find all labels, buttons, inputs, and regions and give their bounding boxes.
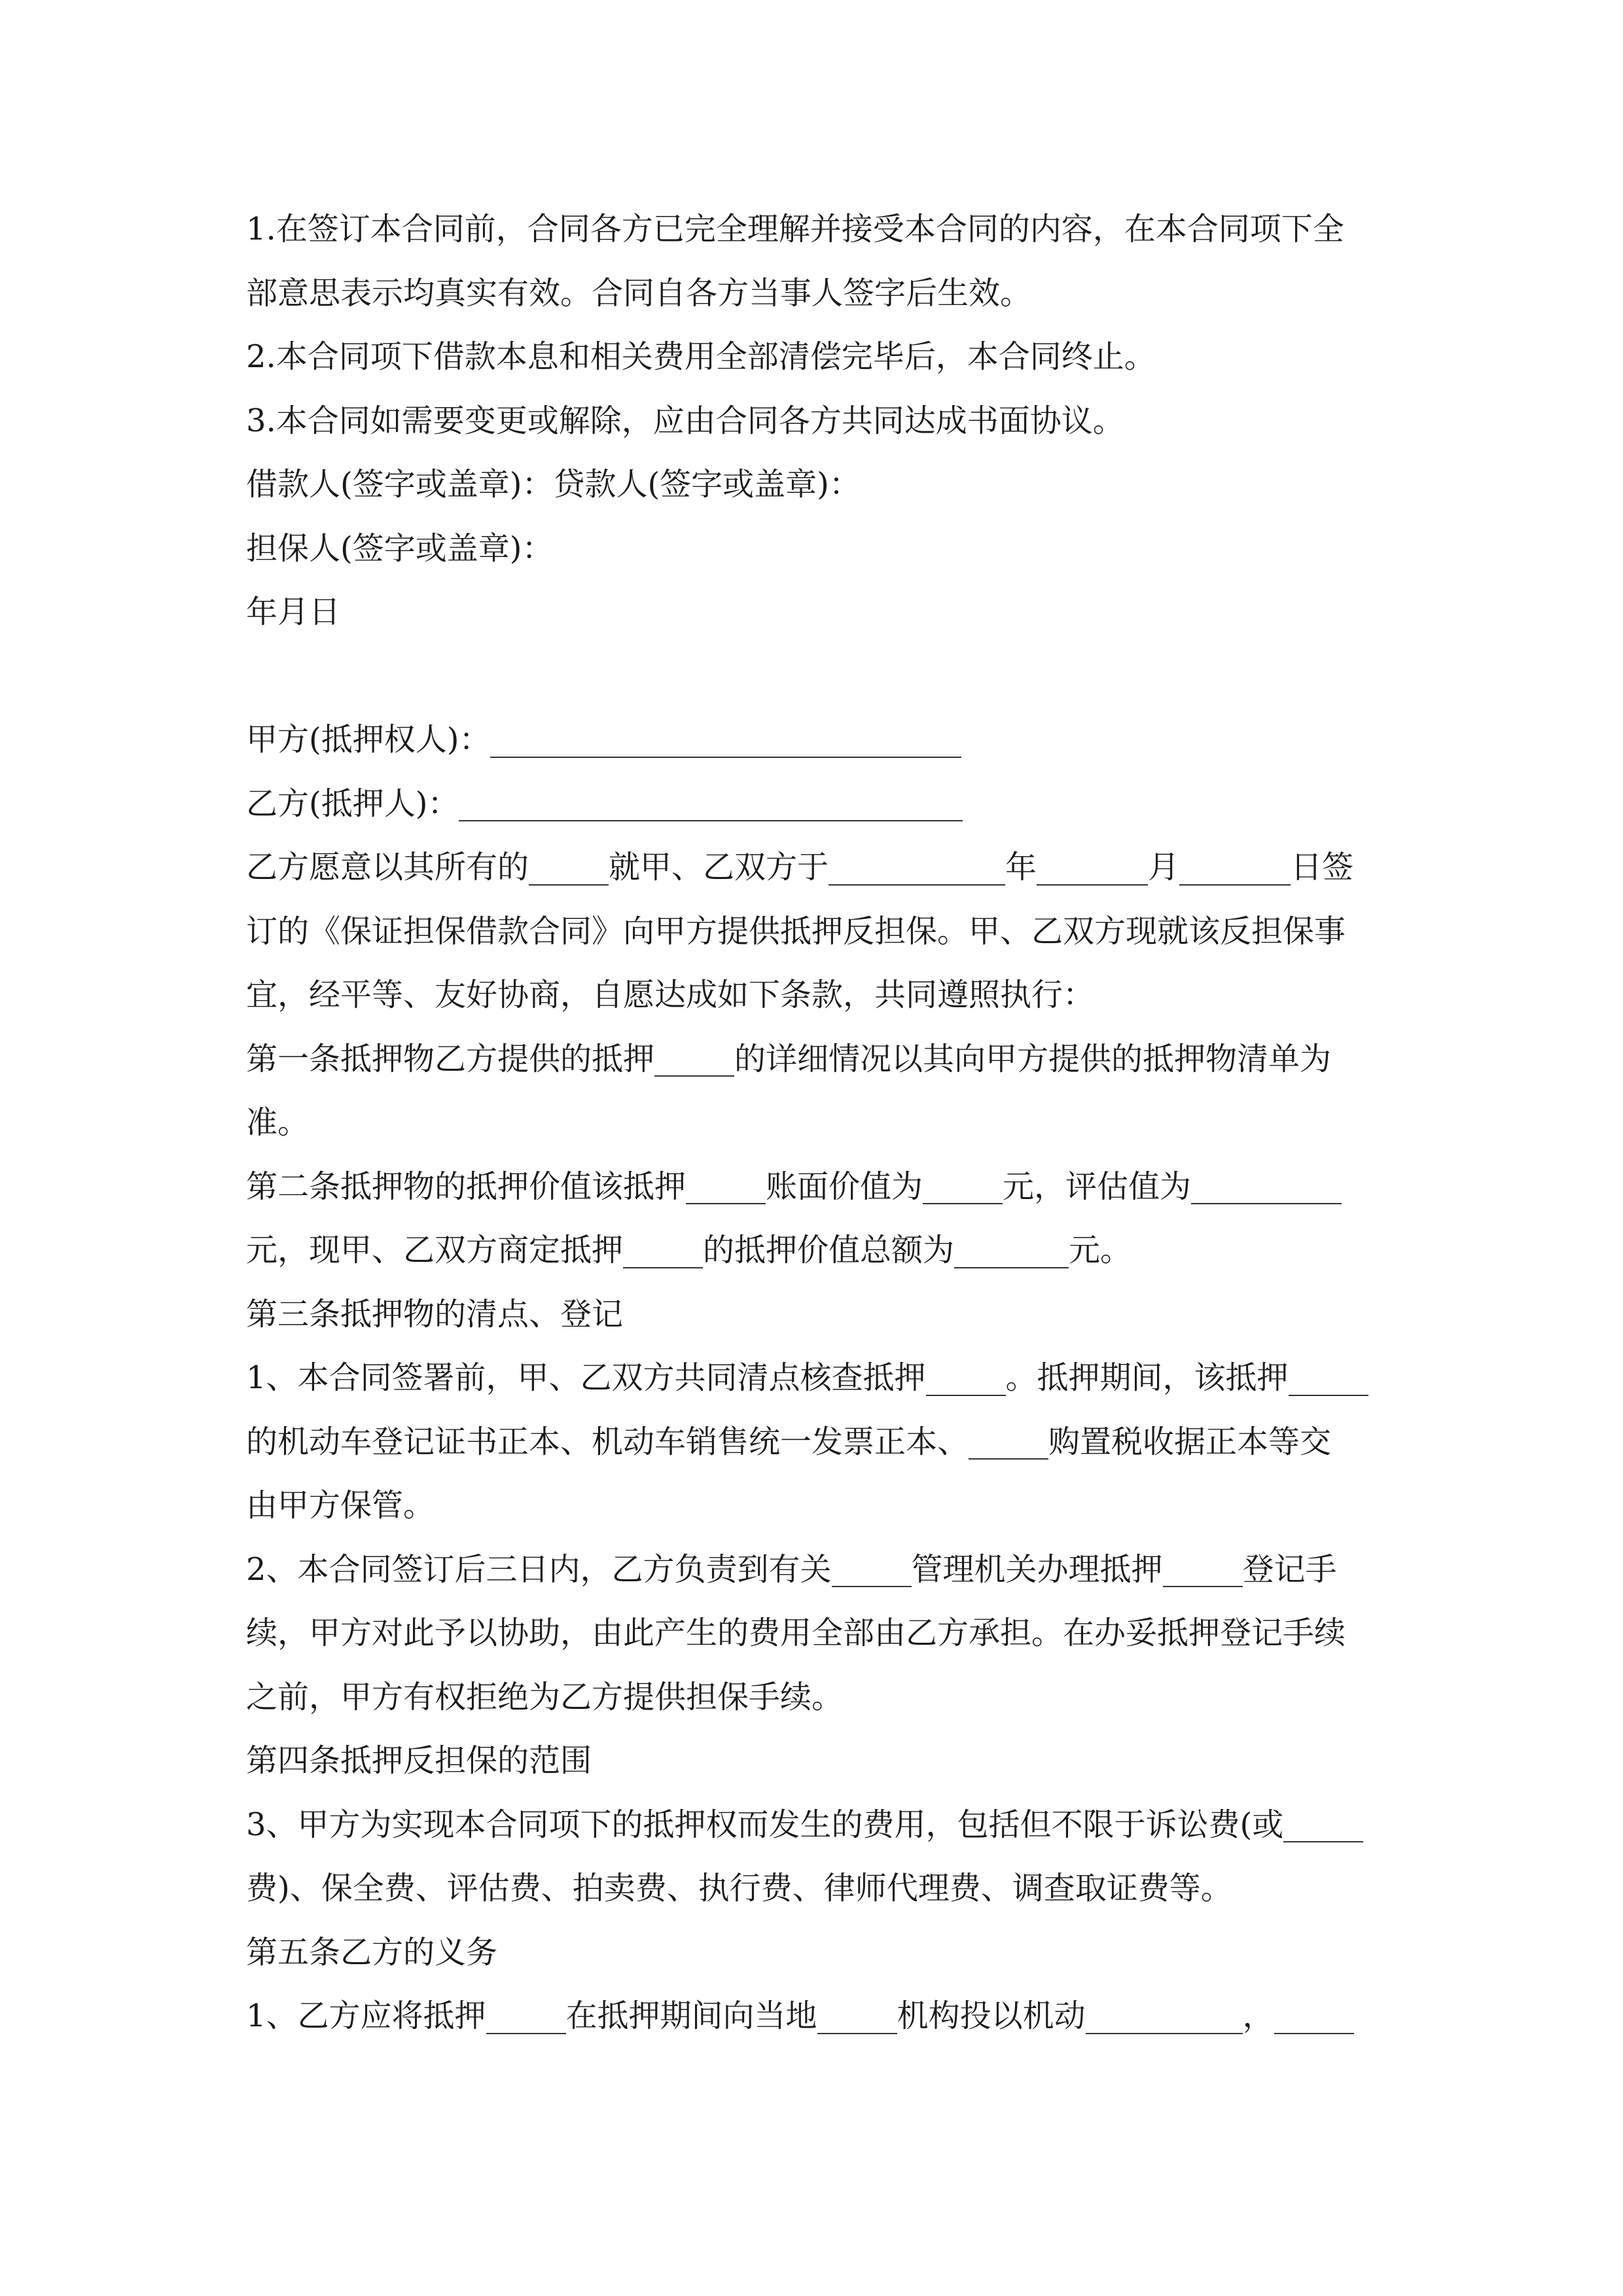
party-b-line <box>246 772 1378 836</box>
article-4-text: 3、甲方为实现本合同项下的抵押权而发生的费用，包括但不限于诉讼费(或 <box>246 1806 1284 1843</box>
registration-blank[interactable] <box>1163 1549 1243 1587</box>
article-2-text: 账面价值为 <box>766 1168 923 1205</box>
intro-line-3: 宜，经平等、友好协商，自愿达成如下条款，共同遵照执行： <box>246 977 1095 1013</box>
article-2-text: 元。 <box>1069 1232 1132 1268</box>
clause-2: 2.本合同项下借款本息和相关费用全部清偿完毕后，本合同终止。 <box>246 338 1156 375</box>
article-3-text: 登记手 <box>1242 1551 1337 1588</box>
mortgage-item-blank[interactable] <box>1289 1358 1368 1396</box>
clause-1-line-2: 部意思表示均真实有效。合同自各方当事人签字后生效。 <box>246 274 1032 312</box>
article-3-text: 1、本合同签署前，甲、乙双方共同清点核查抵押 <box>246 1359 926 1396</box>
intro-text: 乙方愿意以其所有的 <box>246 849 529 886</box>
intro-text: 就甲、乙双方于 <box>609 849 829 886</box>
article-4-heading: 第四条抵押反担保的范围 <box>246 1742 592 1779</box>
article-3-p2-line-1 <box>246 1538 1378 1602</box>
inspect-blank[interactable] <box>926 1358 1006 1396</box>
article-3-text: 。抵押期间，该抵押 <box>1005 1359 1289 1396</box>
article-2-line-2 <box>246 1219 1378 1283</box>
clause-3: 3.本合同如需要变更或解除，应由合同各方共同达成书面协议。 <box>246 402 1124 439</box>
fee-type-blank[interactable] <box>1283 1804 1363 1842</box>
article-3-p2-line-3: 之前，甲方有权拒绝为乙方提供担保手续。 <box>246 1678 844 1715</box>
article-4-p3-line-1 <box>246 1793 1378 1857</box>
book-value-blank[interactable] <box>923 1166 1003 1204</box>
intro-text: 月 <box>1148 849 1180 886</box>
intro-text: 日签 <box>1291 849 1354 886</box>
party-b-label: 乙方(抵押人)： <box>246 785 459 822</box>
signature-date: 年月日 <box>246 594 341 630</box>
clause-1-line-1: 1.在签订本合同前，合同各方已完全理解并接受本合同的内容，在本合同项下全 <box>246 211 1344 247</box>
article-3-text: 管理机关办理抵押 <box>911 1551 1163 1588</box>
section-gap <box>246 645 1378 709</box>
article-1-blank[interactable] <box>654 1039 734 1077</box>
article-3-p1-line-2 <box>246 1410 1378 1475</box>
article-3-p2-line-2: 续，甲方对此予以协助，由此产生的费用全部由乙方承担。在办妥抵押登记手续 <box>246 1615 1346 1651</box>
article-5-heading: 第五条乙方的义务 <box>246 1933 498 1971</box>
article-3-text: 2、本合同签订后三日内，乙方负责到有关 <box>246 1551 832 1588</box>
article-5-text: 1、乙方应将抵押 <box>246 1998 486 2034</box>
article-3-text: 购置税收据正本等交 <box>1048 1423 1332 1460</box>
insurance-type-blank[interactable] <box>1086 1996 1243 2034</box>
article-5-text: 在抵押期间向当地 <box>565 1998 817 2034</box>
borrower-lender-signature: 借款人(签字或盖章)：贷款人(签字或盖章)： <box>246 466 861 503</box>
article-1-text: 的详细情况以其向甲方提供的抵押物清单为 <box>734 1040 1332 1077</box>
document-body <box>246 198 1378 2049</box>
article-2-line-1 <box>246 1155 1378 1219</box>
article-3-p1-line-3: 由甲方保管。 <box>246 1487 435 1524</box>
article-1-text: 第一条抵押物乙方提供的抵押 <box>246 1040 655 1077</box>
insurer-blank[interactable] <box>817 1996 897 2034</box>
article-2-text: 元，评估值为 <box>1003 1168 1192 1205</box>
article-2-text: 元，现甲、乙双方商定抵押 <box>246 1232 624 1268</box>
total-value-blank[interactable] <box>954 1230 1069 1268</box>
collateral-blank-2[interactable] <box>623 1230 703 1268</box>
article-2-text: 的抵押价值总额为 <box>703 1232 955 1268</box>
article-1-line-2: 准。 <box>246 1104 310 1141</box>
collateral-blank[interactable] <box>686 1166 766 1204</box>
party-a-label: 甲方(抵押权人)： <box>246 721 491 758</box>
intro-line-2: 订的《保证担保借款合同》向甲方提供抵押反担保。甲、乙双方现就该反担保事 <box>246 912 1346 950</box>
article-3-p1-line-1 <box>246 1346 1378 1410</box>
party-a-line <box>246 708 1378 772</box>
article-3-text: 的机动车登记证书正本、机动车销售统一发票正本、 <box>246 1423 969 1460</box>
intro-line-1 <box>246 836 1378 900</box>
authority-blank[interactable] <box>832 1549 912 1587</box>
article-5-text: ， <box>1242 1998 1274 2034</box>
property-blank[interactable] <box>529 848 609 886</box>
tax-blank[interactable] <box>969 1422 1048 1460</box>
intro-text: 年 <box>1005 849 1037 886</box>
guarantor-signature: 担保人(签字或盖章)： <box>246 529 554 567</box>
article-5-text: 机构投以机动 <box>897 1998 1086 2034</box>
year-blank[interactable] <box>829 848 1005 886</box>
insured-item-blank[interactable] <box>486 1996 566 2034</box>
party-a-blank[interactable] <box>490 720 961 758</box>
day-blank[interactable] <box>1179 848 1291 886</box>
article-5-p1-line-1 <box>246 1984 1378 2049</box>
article-2-text: 第二条抵押物的抵押价值该抵押 <box>246 1168 687 1205</box>
article-4-p3-line-2: 费)、保全费、评估费、拍卖费、执行费、律师代理费、调查取证费等。 <box>246 1870 1232 1907</box>
party-b-blank[interactable] <box>459 783 963 821</box>
appraised-value-blank[interactable] <box>1191 1166 1342 1204</box>
trailing-blank[interactable] <box>1274 1996 1354 2034</box>
article-3-heading: 第三条抵押物的清点、登记 <box>246 1295 624 1333</box>
article-1-line-1 <box>246 1028 1378 1092</box>
month-blank[interactable] <box>1037 848 1148 886</box>
